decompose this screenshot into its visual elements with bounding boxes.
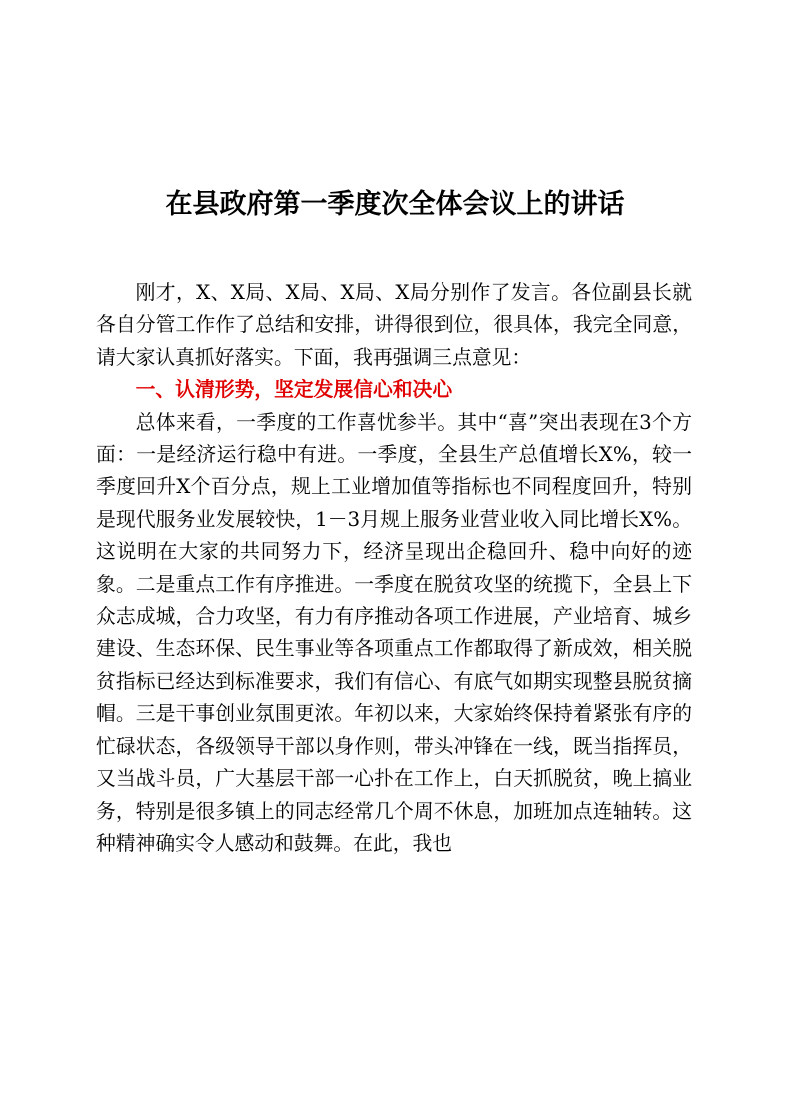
intro-paragraph: 刚才，X、X局、X局、X局、X局分别作了发言。各位副县长就各自分管工作作了总结和安排，讲得很到位，很具体，我完全同意，请大家认真抓好落实。下面，我再强调三点意见： <box>96 281 692 369</box>
section-1-paragraph: 总体来看，一季度的工作喜忧参半。其中“喜”突出表现在3个方面：一是经济运行稳中有进。一季度，全县生产总值增长X%，较一季度回升X个百分点，规上工业增加值等指标也不同程度回升，特别是现代服务业发展较快，1－3月规上服务业营业收入同比增长X%。这说明在大家的共同努力下，经济呈现出企稳回升、稳中向好的迹象。二是重点工作有序推进。一季度在脱贫攻坚的统揽下，全县上下众志成城，合力攻坚，有力有序推动各项工作进展，产业培育、城乡建设、生态环保、民生事业等各项重点工作都取得了新成效，相关脱贫指标已经达到标准要求，我们有信心、有底气如期实现整县脱贫摘帽。三是干事创业氛围更浓。年初以来，大家始终保持着紧张有序的忙碌状态，各级领导干部以身作则，带头冲锋在一线，既当指挥员，又当战斗员，广大基层干部一心扑在工作上，白天抓脱贫，晚上搞业务，特别是很多镇上的同志经常几个周不休息，加班加点连轴转。这种精神确实令人感动和鼓舞。在此，我也 <box>96 410 692 855</box>
document-body <box>96 277 692 860</box>
section-heading-1: 一、认清形势，坚定发展信心和决心 <box>135 378 453 402</box>
document-title: 在县政府第一季度次全体会议上的讲话 <box>165 189 625 220</box>
